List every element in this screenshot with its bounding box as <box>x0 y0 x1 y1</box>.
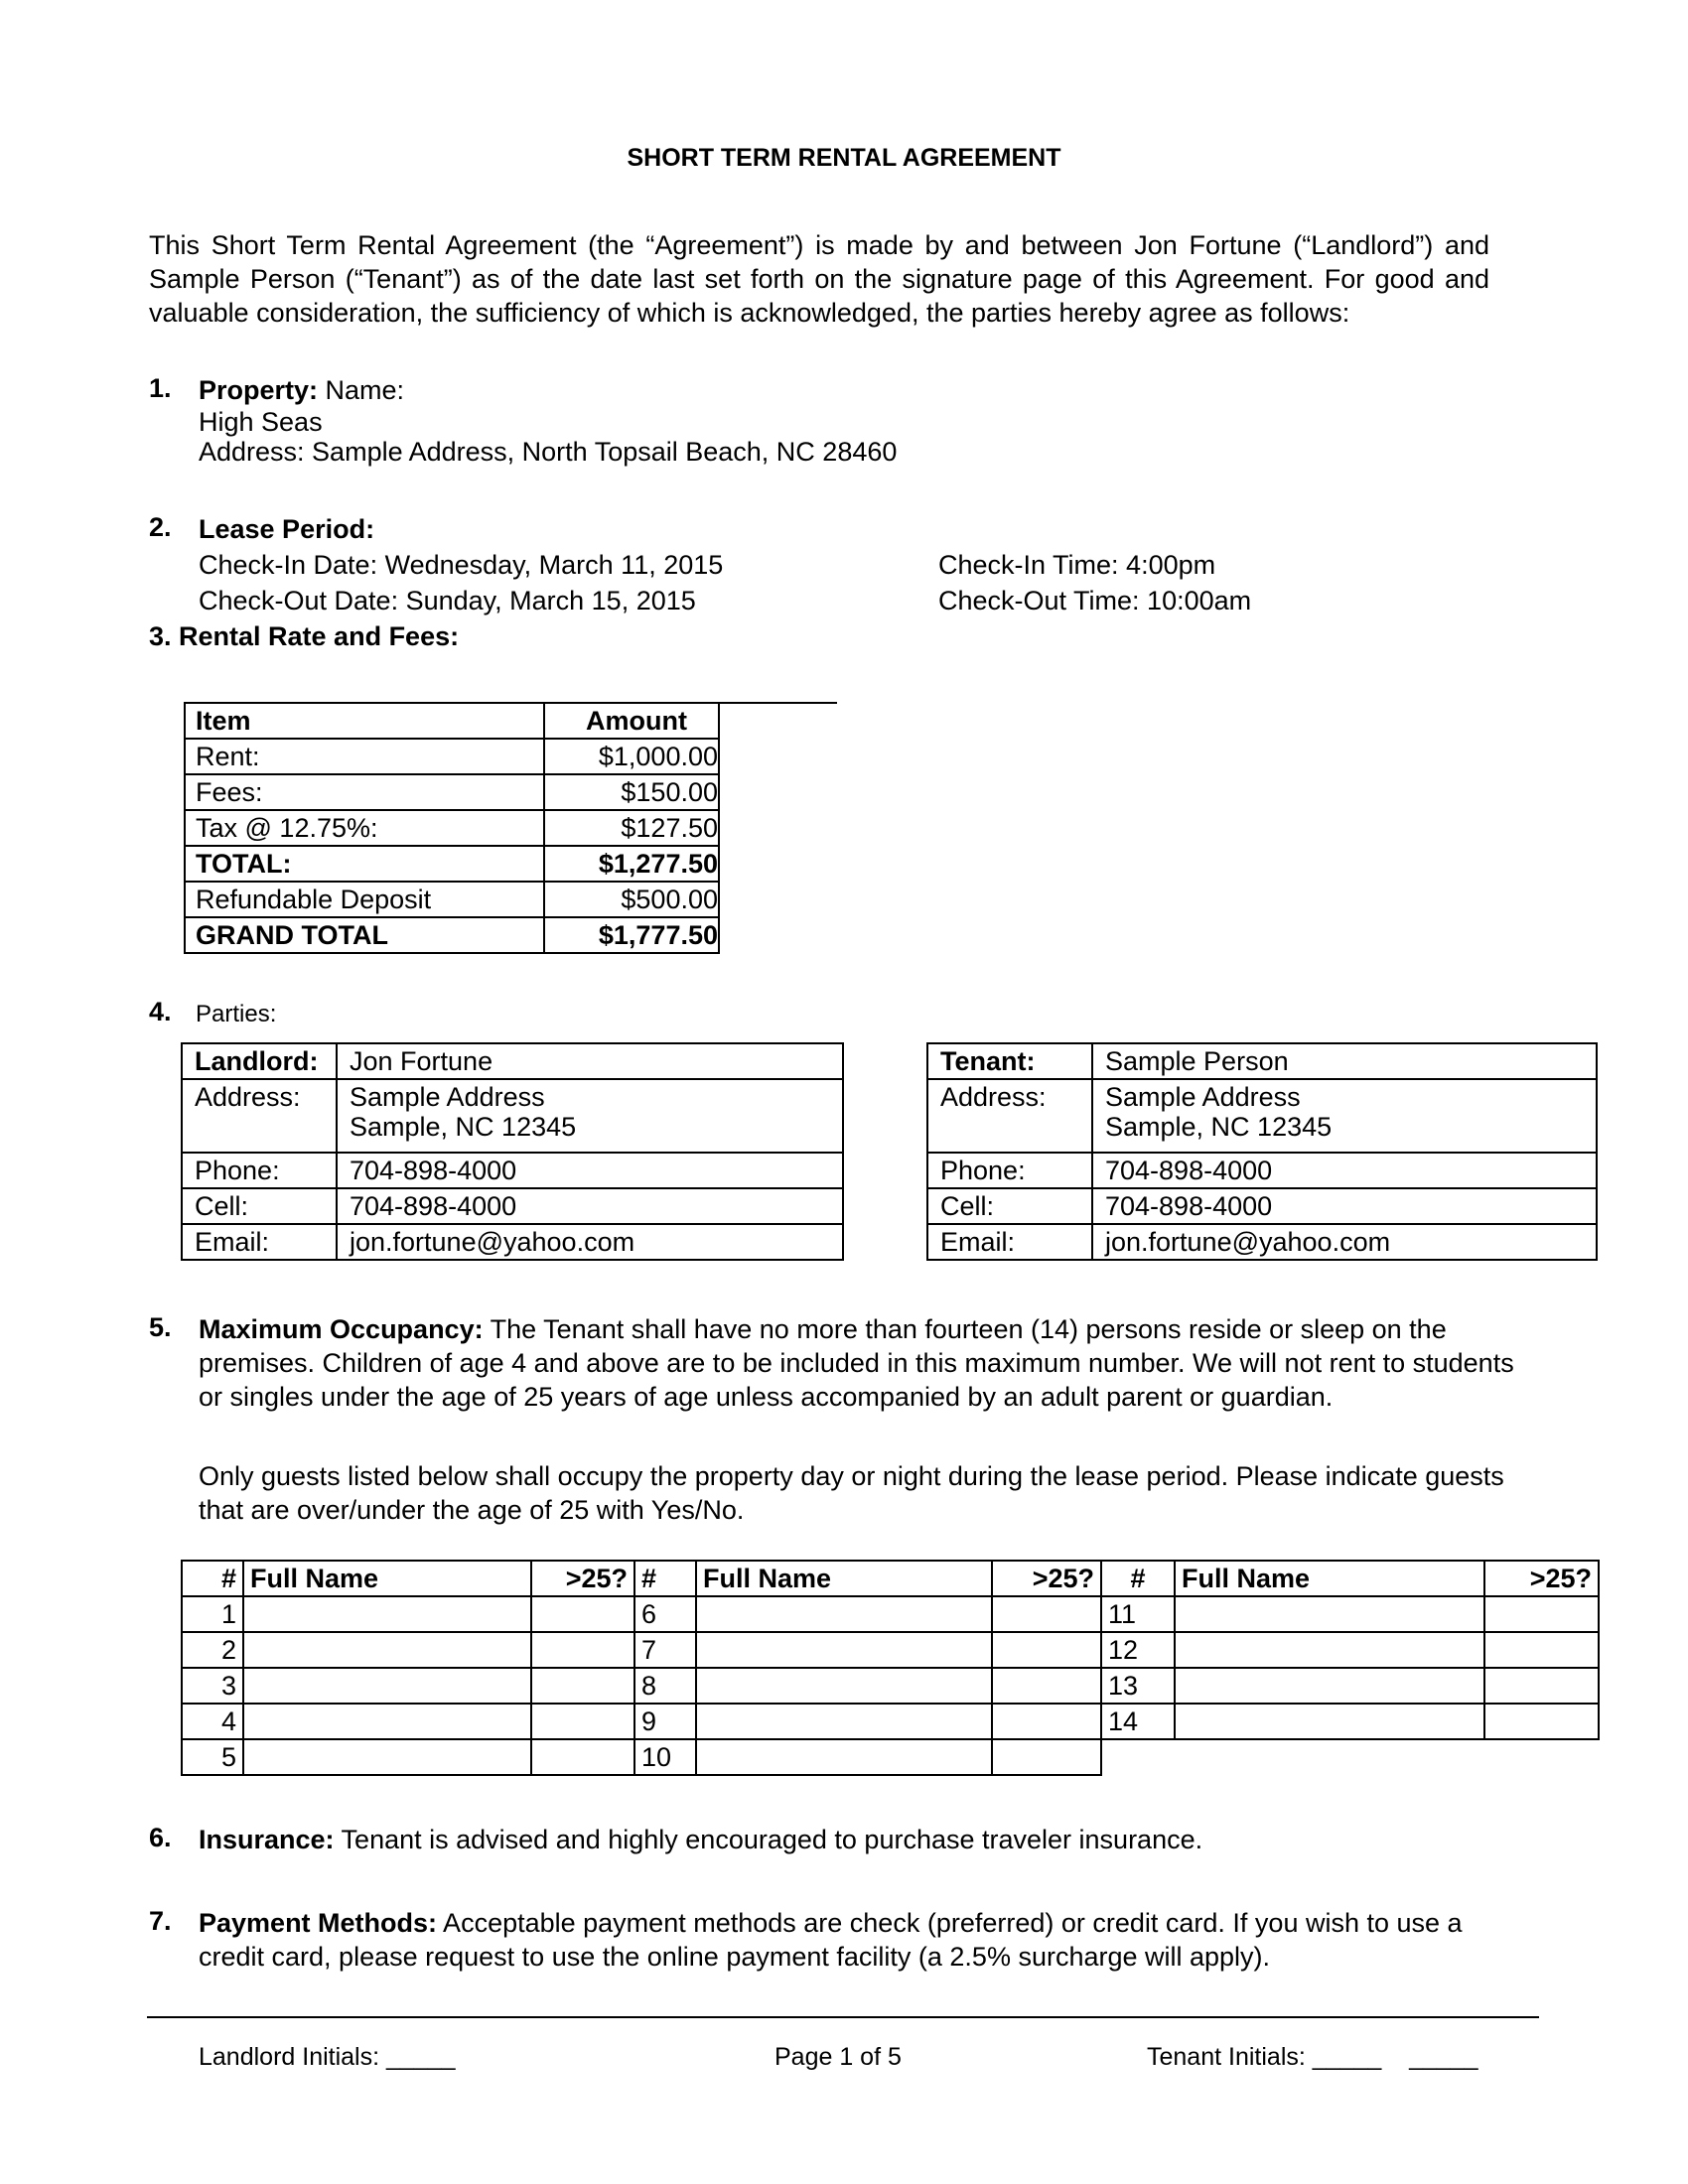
landlord-cell-label: Cell: <box>182 1188 337 1224</box>
occupancy-text: The Tenant shall have no more than fourteen (14) persons reside or sleep on the premises. Children of age 4 and above are to be included in this maximum number. We will not rent to students or singles under the age of 25 years of age unless accompanied by an adult parent or guardian. <box>199 1314 1514 1412</box>
guest-name-cell[interactable] <box>696 1739 992 1775</box>
guest-number: 6 <box>634 1596 696 1632</box>
insurance-paragraph <box>199 1823 1509 1856</box>
table-row <box>182 1079 843 1153</box>
guest-number: 3 <box>182 1668 243 1704</box>
landlord-email: jon.fortune@yahoo.com <box>337 1224 843 1260</box>
guest-age-cell[interactable] <box>1484 1668 1599 1704</box>
landlord-address <box>337 1079 843 1153</box>
table-row <box>182 1704 1599 1739</box>
section-1-property <box>199 373 1489 467</box>
guest-number: 2 <box>182 1632 243 1668</box>
table-row <box>185 810 719 846</box>
landlord-address-line2: Sample, NC 12345 <box>350 1112 577 1142</box>
fee-amount: $1,777.50 <box>544 917 719 953</box>
property-name: High Seas <box>199 407 323 437</box>
guest-number: 13 <box>1101 1668 1175 1704</box>
fee-item: TOTAL: <box>185 846 544 882</box>
fee-amount: $127.50 <box>544 810 719 846</box>
table-row <box>927 1043 1597 1079</box>
guest-name-cell[interactable] <box>243 1668 531 1704</box>
empty-cell <box>1175 1739 1484 1775</box>
fee-amount: $150.00 <box>544 774 719 810</box>
tenant-initials: Tenant Initials: _____ _____ <box>1147 2043 1478 2071</box>
guest-age-cell[interactable] <box>992 1596 1101 1632</box>
tenant-table <box>926 1042 1598 1261</box>
landlord-phone: 704-898-4000 <box>337 1153 843 1188</box>
guest-age-cell[interactable] <box>992 1739 1101 1775</box>
table-row <box>927 1224 1597 1260</box>
occupancy-paragraph <box>199 1312 1519 1414</box>
checkin-date: Check-In Date: Wednesday, March 11, 2015 <box>199 550 724 580</box>
guest-number: 8 <box>634 1668 696 1704</box>
guest-name-cell[interactable] <box>1175 1632 1484 1668</box>
section-6-number: 6. <box>149 1823 172 1852</box>
table-row <box>185 846 719 882</box>
tenant-address-line2: Sample, NC 12345 <box>1105 1112 1333 1142</box>
guest-number: 12 <box>1101 1632 1175 1668</box>
guest-name-cell[interactable] <box>1175 1668 1484 1704</box>
guest-header-name: Full Name <box>243 1561 531 1596</box>
landlord-initials: Landlord Initials: _____ <box>199 2043 456 2071</box>
table-row <box>185 774 719 810</box>
guest-age-cell[interactable] <box>1484 1596 1599 1632</box>
table-row <box>185 739 719 774</box>
guest-age-cell[interactable] <box>531 1632 634 1668</box>
tenant-role: Tenant: <box>927 1043 1092 1079</box>
guest-name-cell[interactable] <box>1175 1596 1484 1632</box>
guest-header-name: Full Name <box>1175 1561 1484 1596</box>
empty-cell <box>1484 1739 1599 1775</box>
table-row <box>182 1224 843 1260</box>
lease-period-label: Lease Period: <box>199 514 375 544</box>
fee-amount: $1,277.50 <box>544 846 719 882</box>
table-row <box>182 1632 1599 1668</box>
tenant-phone: 704-898-4000 <box>1092 1153 1597 1188</box>
guest-number: 5 <box>182 1739 243 1775</box>
fee-item: Tax @ 12.75%: <box>185 810 544 846</box>
tenant-address-line1: Sample Address <box>1105 1082 1301 1112</box>
landlord-address-line1: Sample Address <box>350 1082 545 1112</box>
guest-header-name: Full Name <box>696 1561 992 1596</box>
fee-item: GRAND TOTAL <box>185 917 544 953</box>
document-title: SHORT TERM RENTAL AGREEMENT <box>627 144 1061 172</box>
empty-cell <box>1101 1739 1175 1775</box>
table-row <box>182 1188 843 1224</box>
guest-age-cell[interactable] <box>531 1739 634 1775</box>
fee-item: Refundable Deposit <box>185 882 544 917</box>
section-2-number: 2. <box>149 512 172 542</box>
table-row <box>182 1561 1599 1596</box>
fees-table <box>184 702 720 954</box>
tenant-email-label: Email: <box>927 1224 1092 1260</box>
insurance-text: Tenant is advised and highly encouraged to purchase traveler insurance. <box>334 1825 1203 1854</box>
landlord-phone-label: Phone: <box>182 1153 337 1188</box>
guest-name-cell[interactable] <box>243 1596 531 1632</box>
guest-name-cell[interactable] <box>696 1668 992 1704</box>
payment-text: Acceptable payment methods are check (preferred) or credit card. If you wish to use a credit card, please request to use the online payment facility (a 2.5% surcharge will apply). <box>199 1908 1463 1972</box>
table-rule <box>720 702 837 704</box>
tenant-address-label: Address: <box>927 1079 1092 1153</box>
table-row <box>182 1596 1599 1632</box>
guest-age-cell[interactable] <box>531 1596 634 1632</box>
guest-age-cell[interactable] <box>1484 1632 1599 1668</box>
table-row <box>182 1043 843 1079</box>
guest-number: 11 <box>1101 1596 1175 1632</box>
guest-age-cell[interactable] <box>531 1704 634 1739</box>
table-row <box>927 1153 1597 1188</box>
table-row <box>927 1079 1597 1153</box>
guest-number: 10 <box>634 1739 696 1775</box>
table-row <box>185 882 719 917</box>
property-label: Property: <box>199 375 319 405</box>
guest-name-cell[interactable] <box>696 1632 992 1668</box>
guest-header-age: >25? <box>531 1561 634 1596</box>
property-name-label: Name: <box>318 375 405 405</box>
tenant-address <box>1092 1079 1597 1153</box>
guest-name-cell[interactable] <box>243 1704 531 1739</box>
fees-header-item: Item <box>185 703 544 739</box>
guest-header-num: # <box>634 1561 696 1596</box>
parties-label: Parties: <box>196 1001 277 1027</box>
rental-rate-label: 3. Rental Rate and Fees: <box>149 621 460 651</box>
guest-number: 4 <box>182 1704 243 1739</box>
fee-amount: $500.00 <box>544 882 719 917</box>
landlord-table <box>181 1042 844 1261</box>
guest-name-cell[interactable] <box>696 1704 992 1739</box>
guest-age-cell[interactable] <box>1484 1704 1599 1739</box>
landlord-role: Landlord: <box>182 1043 337 1079</box>
tenant-name: Sample Person <box>1092 1043 1597 1079</box>
tenant-email: jon.fortune@yahoo.com <box>1092 1224 1597 1260</box>
intro-paragraph: This Short Term Rental Agreement (the “Agreement”) is made by and between Jon Fortune (“Landlord”) and Sample Person (“Tenant”) as of the date last set forth on the signature page of this Agreement. For good and valuable consideration, the sufficiency of which is acknowledged, the parties hereby agree as follows: <box>149 230 1489 328</box>
page-number: Page 1 of 5 <box>774 2043 902 2071</box>
footer-divider <box>147 2016 1539 2018</box>
guest-number: 1 <box>182 1596 243 1632</box>
tenant-cell-label: Cell: <box>927 1188 1092 1224</box>
fee-item: Fees: <box>185 774 544 810</box>
guest-age-cell[interactable] <box>531 1668 634 1704</box>
guest-header-age: >25? <box>992 1561 1101 1596</box>
guest-header-num: # <box>1101 1561 1175 1596</box>
section-4-number: 4. <box>149 997 172 1026</box>
checkout-time: Check-Out Time: 10:00am <box>938 586 1252 615</box>
landlord-cell: 704-898-4000 <box>337 1188 843 1224</box>
landlord-address-label: Address: <box>182 1079 337 1153</box>
checkout-date: Check-Out Date: Sunday, March 15, 2015 <box>199 586 696 615</box>
section-1-number: 1. <box>149 373 172 403</box>
payment-paragraph <box>199 1906 1509 1974</box>
table-row <box>927 1188 1597 1224</box>
guest-number: 7 <box>634 1632 696 1668</box>
tenant-phone-label: Phone: <box>927 1153 1092 1188</box>
fee-amount: $1,000.00 <box>544 739 719 774</box>
guest-table <box>181 1560 1600 1776</box>
guest-name-cell[interactable] <box>1175 1704 1484 1739</box>
occupancy-label: Maximum Occupancy: <box>199 1314 484 1344</box>
guest-number: 14 <box>1101 1704 1175 1739</box>
table-row <box>185 703 719 739</box>
fees-header-amount: Amount <box>544 703 719 739</box>
section-5-number: 5. <box>149 1312 172 1342</box>
checkin-time: Check-In Time: 4:00pm <box>938 550 1216 580</box>
insurance-label: Insurance: <box>199 1825 335 1854</box>
table-row <box>182 1668 1599 1704</box>
guest-name-cell[interactable] <box>696 1596 992 1632</box>
guest-name-cell[interactable] <box>243 1632 531 1668</box>
guests-instruction: Only guests listed below shall occupy the property day or night during the lease period. Please indicate guests that are over/under the age of 25 with Yes/No. <box>199 1461 1504 1525</box>
tenant-cell: 704-898-4000 <box>1092 1188 1597 1224</box>
landlord-email-label: Email: <box>182 1224 337 1260</box>
section-7-number: 7. <box>149 1906 172 1936</box>
guest-number: 9 <box>634 1704 696 1739</box>
landlord-name: Jon Fortune <box>337 1043 843 1079</box>
property-address: Address: Sample Address, North Topsail Beach, NC 28460 <box>199 437 898 467</box>
guest-age-cell[interactable] <box>992 1632 1101 1668</box>
guest-age-cell[interactable] <box>992 1704 1101 1739</box>
guest-header-num: # <box>182 1561 243 1596</box>
table-row <box>182 1153 843 1188</box>
payment-label: Payment Methods: <box>199 1908 438 1938</box>
table-row <box>182 1739 1599 1775</box>
fee-item: Rent: <box>185 739 544 774</box>
guest-header-age: >25? <box>1484 1561 1599 1596</box>
guest-age-cell[interactable] <box>992 1668 1101 1704</box>
table-row <box>185 917 719 953</box>
guest-name-cell[interactable] <box>243 1739 531 1775</box>
